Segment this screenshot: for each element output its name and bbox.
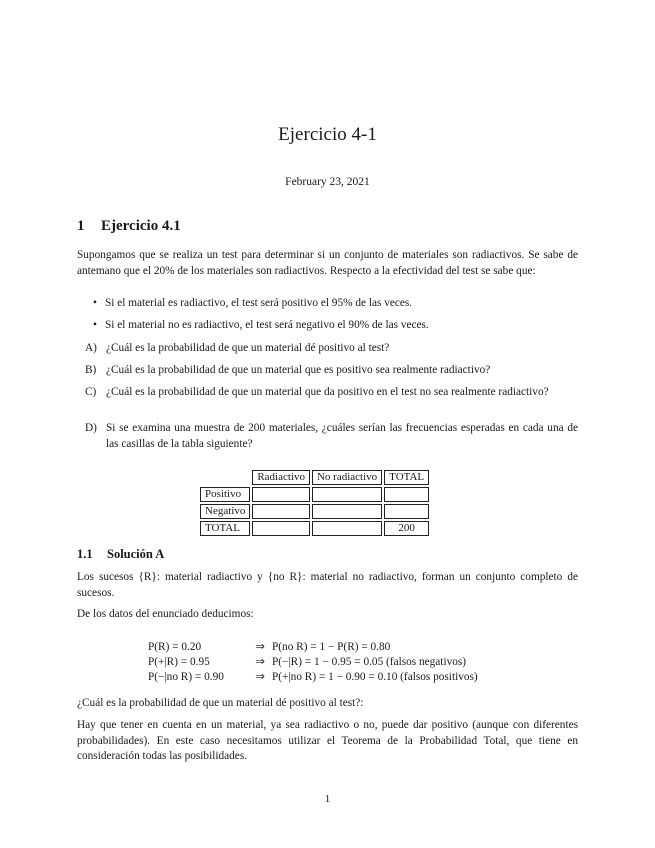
table-row-label: Positivo	[200, 487, 250, 502]
question-item	[85, 385, 578, 401]
question-text: ¿Cuál es la probabilidad de que un material dé positivo al test?	[106, 342, 390, 354]
section-number: 1	[77, 218, 85, 234]
bullet-item	[93, 319, 429, 331]
equation-right: P(+|no R) = 1 − 0.90 = 0.10 (falsos positivos)	[272, 671, 478, 683]
deduce-paragraph	[77, 607, 578, 623]
table-row-label: TOTAL	[200, 521, 250, 536]
table-cell	[312, 504, 382, 519]
page-number: 1	[324, 793, 331, 805]
question-item	[85, 421, 578, 452]
question-text: ¿Cuál es la probabilidad de que un material que da positivo en el test no sea realmente radiactivo?	[106, 386, 549, 398]
equation-right: P(−|R) = 1 − 0.95 = 0.05 (falsos negativos)	[272, 656, 467, 668]
table-row	[200, 504, 429, 519]
table-cell	[252, 521, 310, 536]
question-label: C)	[85, 386, 97, 398]
total-probability-text: Hay que tener en cuenta en un material, ya sea radiactivo o no, puede dar positivo (aunque con diferentes probabilidades). En este caso necesitamos utilizar el Teorema de la Probabilidad Total, que tiene en consideración todas las posibilidades.	[77, 719, 578, 762]
table-cell	[384, 504, 429, 519]
equation-left: P(−|no R) = 0.90	[148, 671, 224, 683]
question-text: Si se examina una muestra de 200 materiales, ¿cuáles serían las frecuencias esperadas en cada una de las casillas de la tabla siguiente?	[106, 422, 578, 450]
implies-icon: ⇒	[255, 656, 265, 668]
question-item	[85, 341, 578, 357]
table-header: Radiactivo	[252, 470, 310, 485]
question-label: A)	[85, 342, 97, 354]
bullet-item	[93, 297, 412, 309]
table-cell	[384, 487, 429, 502]
bullet-dot-icon: •	[93, 319, 97, 331]
events-text: Los sucesos {R}: material radiactivo y {no R}: material no radiactivo, forman un conjunto completo de sucesos.	[77, 571, 578, 599]
bullet-text: Si el material no es radiactivo, el test será negativo el 90% de las veces.	[105, 319, 429, 331]
table-cell	[312, 487, 382, 502]
bullet-dot-icon: •	[93, 297, 97, 309]
table-cell: 200	[384, 521, 429, 536]
question-label: B)	[85, 364, 97, 376]
table-cell	[252, 487, 310, 502]
document-title: Ejercicio 4-1	[278, 124, 377, 145]
equation-row	[148, 640, 478, 655]
intro-paragraph	[77, 248, 578, 279]
table-corner-cell	[200, 470, 250, 485]
question-prompt: ¿Cuál es la probabilidad de que un material dé positivo al test?:	[77, 697, 364, 709]
equation-row	[148, 655, 478, 670]
table-header: No radiactivo	[312, 470, 382, 485]
table-row-label: Negativo	[200, 504, 250, 519]
subsection-title: Solución A	[107, 547, 165, 561]
implies-icon: ⇒	[255, 641, 265, 653]
equation-block	[148, 640, 478, 685]
equation-right: P(no R) = 1 − P(R) = 0.80	[272, 641, 391, 653]
section-heading	[77, 218, 181, 235]
table-header: TOTAL	[384, 470, 429, 485]
subsection-number: 1.1	[77, 547, 93, 561]
table-cell	[252, 504, 310, 519]
equation-row	[148, 670, 478, 685]
document-date: February 23, 2021	[285, 176, 370, 188]
implies-icon: ⇒	[255, 671, 265, 683]
frequency-table	[198, 468, 431, 538]
equation-left: P(R) = 0.20	[148, 641, 202, 653]
table-cell	[312, 521, 382, 536]
question-label: D)	[85, 422, 97, 434]
table-row	[200, 521, 429, 536]
bullet-text: Si el material es radiactivo, el test será positivo el 95% de las veces.	[105, 297, 413, 309]
total-probability-paragraph	[77, 718, 578, 765]
question-text: ¿Cuál es la probabilidad de que un material que es positivo sea realmente radiactivo?	[106, 364, 491, 376]
question-item	[85, 363, 578, 379]
question-paragraph	[77, 696, 578, 712]
equation-left: P(+|R) = 0.95	[148, 656, 210, 668]
section-title: Ejercicio 4.1	[101, 218, 181, 234]
deduce-text: De los datos del enunciado deducimos:	[77, 608, 254, 620]
intro-text: Supongamos que se realiza un test para determinar si un conjunto de materiales son radiactivos. Se sabe de antemano que el 20% de los materiales son radiactivos. Respecto a la efectividad del test se sabe que:	[77, 249, 578, 277]
table-header-row	[200, 470, 429, 485]
table-row	[200, 487, 429, 502]
subsection-heading	[77, 547, 164, 562]
events-paragraph	[77, 570, 578, 601]
